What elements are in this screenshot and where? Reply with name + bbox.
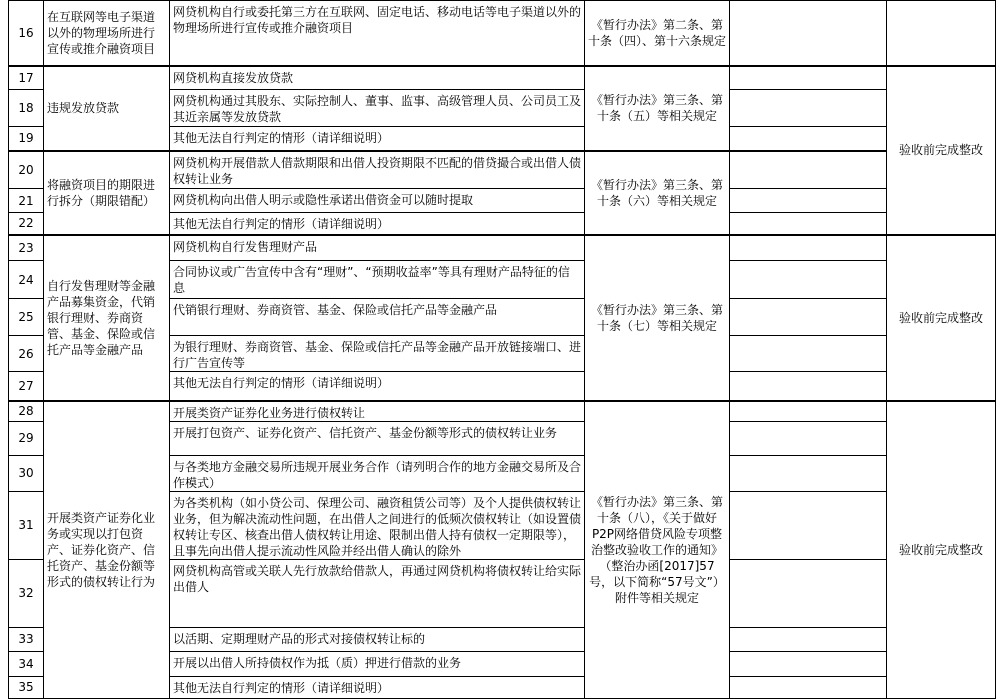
legal-basis-cell: 《暂行办法》第三条、第十条（七）等相关规定 [585,235,730,401]
row-number: 18 [9,90,44,127]
rectification-table [8,0,996,699]
status-cell [730,336,887,372]
description-cell: 其他无法自行判定的情形（请详细说明） [170,676,585,698]
row-number: 32 [9,559,44,627]
description-cell: 以活期、定期理财产品的形式对接债权转让标的 [170,627,585,651]
table-row [9,1,996,66]
description-cell: 网贷机构自行发售理财产品 [170,235,585,261]
status-cell [730,676,887,698]
row-number: 23 [9,235,44,261]
row-number: 21 [9,189,44,213]
description-cell: 其他无法自行判定的情形（请详细说明） [170,213,585,235]
legal-basis-cell: 《暂行办法》第三条、第十条（五）等相关规定 [585,66,730,151]
description-cell: 开展以出借人所持债权作为抵（质）押进行借款的业务 [170,651,585,676]
category-cell: 自行发售理财等金融产品募集资金，代销银行理财、券商资管、基金、保险或信托产品等金融产品 [44,235,170,401]
row-number: 28 [9,401,44,422]
description-cell: 其他无法自行判定的情形（请详细说明） [170,127,585,151]
row-number: 17 [9,66,44,90]
row-number: 35 [9,676,44,698]
status-cell [730,559,887,627]
description-cell: 为银行理财、券商资管、基金、保险或信托产品等金融产品开放链接端口、进行广告宣传等 [170,336,585,372]
row-number: 20 [9,151,44,189]
deadline-cell: 验收前完成整改 [887,66,996,235]
description-cell: 网贷机构通过其股东、实际控制人、董事、监事、高级管理人员、公司员工及其近亲属等发放贷款 [170,90,585,127]
status-cell [730,1,887,66]
status-cell [730,299,887,336]
row-number: 25 [9,299,44,336]
category-cell: 将融资项目的期限进行拆分（期限错配） [44,151,170,235]
row-number: 33 [9,627,44,651]
status-cell [730,127,887,151]
row-number: 24 [9,261,44,299]
status-cell [730,261,887,299]
deadline-cell [887,1,996,66]
row-number: 31 [9,491,44,559]
status-cell [730,651,887,676]
description-cell: 网贷机构向出借人明示或隐性承诺出借资金可以随时提取 [170,189,585,213]
row-number: 19 [9,127,44,151]
row-number: 26 [9,336,44,372]
description-cell: 网贷机构自行或委托第三方在互联网、固定电话、移动电话等电子渠道以外的物理场所进行宣传或推介融资项目 [170,1,585,66]
description-cell: 开展打包资产、证券化资产、信托资产、基金份额等形式的债权转让业务 [170,421,585,455]
row-number: 29 [9,421,44,455]
status-cell [730,627,887,651]
category-cell: 在互联网等电子渠道以外的物理场所进行宣传或推介融资项目 [44,1,170,66]
legal-basis-cell: 《暂行办法》第三条、第十条（六）等相关规定 [585,151,730,235]
status-cell [730,455,887,491]
description-cell: 网贷机构高管或关联人先行放款给借款人，再通过网贷机构将债权转让给实际出借人 [170,559,585,627]
description-cell: 为各类机构（如小贷公司、保理公司、融资租赁公司等）及个人提供债权转让业务，但为解决流动性问题，在出借人之间进行的低频次债权转让（如设置债权转让专区、核查出借人债权转让用途、限制出借人持有债权一定期限等），且事先向出借人提示流动性风险并经出借人确认的除外 [170,491,585,559]
description-cell: 代销银行理财、券商资管、基金、保险或信托产品等金融产品 [170,299,585,336]
row-number: 22 [9,213,44,235]
status-cell [730,235,887,261]
row-number: 34 [9,651,44,676]
table-row [9,401,996,422]
status-cell [730,151,887,189]
status-cell [730,421,887,455]
deadline-cell: 验收前完成整改 [887,235,996,401]
category-cell: 开展类资产证券化业务或实现以打包资产、证券化资产、信托资产、基金份额等形式的债权转让行为 [44,401,170,699]
description-cell: 与各类地方金融交易所违规开展业务合作（请列明合作的地方金融交易所及合作模式） [170,455,585,491]
table-row [9,66,996,90]
status-cell [730,189,887,213]
row-number: 16 [9,1,44,66]
status-cell [730,213,887,235]
description-cell: 合同协议或广告宣传中含有“理财”、“预期收益率”等具有理财产品特征的信息 [170,261,585,299]
legal-basis-cell: 《暂行办法》第三条、第十条（八），《关于做好P2P网络借贷风险专项整治整改验收工作的通知》（整治办函[2017]57号，以下简称“57号文”）附件等相关规定 [585,401,730,699]
category-cell: 违规发放贷款 [44,66,170,151]
description-cell: 其他无法自行判定的情形（请详细说明） [170,372,585,401]
status-cell [730,90,887,127]
legal-basis-cell: 《暂行办法》第二条、第十条（四）、第十六条规定 [585,1,730,66]
status-cell [730,372,887,401]
description-cell: 开展类资产证券化业务进行债权转让 [170,401,585,422]
status-cell [730,401,887,422]
deadline-cell: 验收前完成整改 [887,401,996,699]
table-row [9,235,996,261]
description-cell: 网贷机构直接发放贷款 [170,66,585,90]
row-number: 30 [9,455,44,491]
description-cell: 网贷机构开展借款人借款期限和出借人投资期限不匹配的借贷撮合或出借人债权转让业务 [170,151,585,189]
table-row [9,151,996,189]
status-cell [730,66,887,90]
row-number: 27 [9,372,44,401]
status-cell [730,491,887,559]
